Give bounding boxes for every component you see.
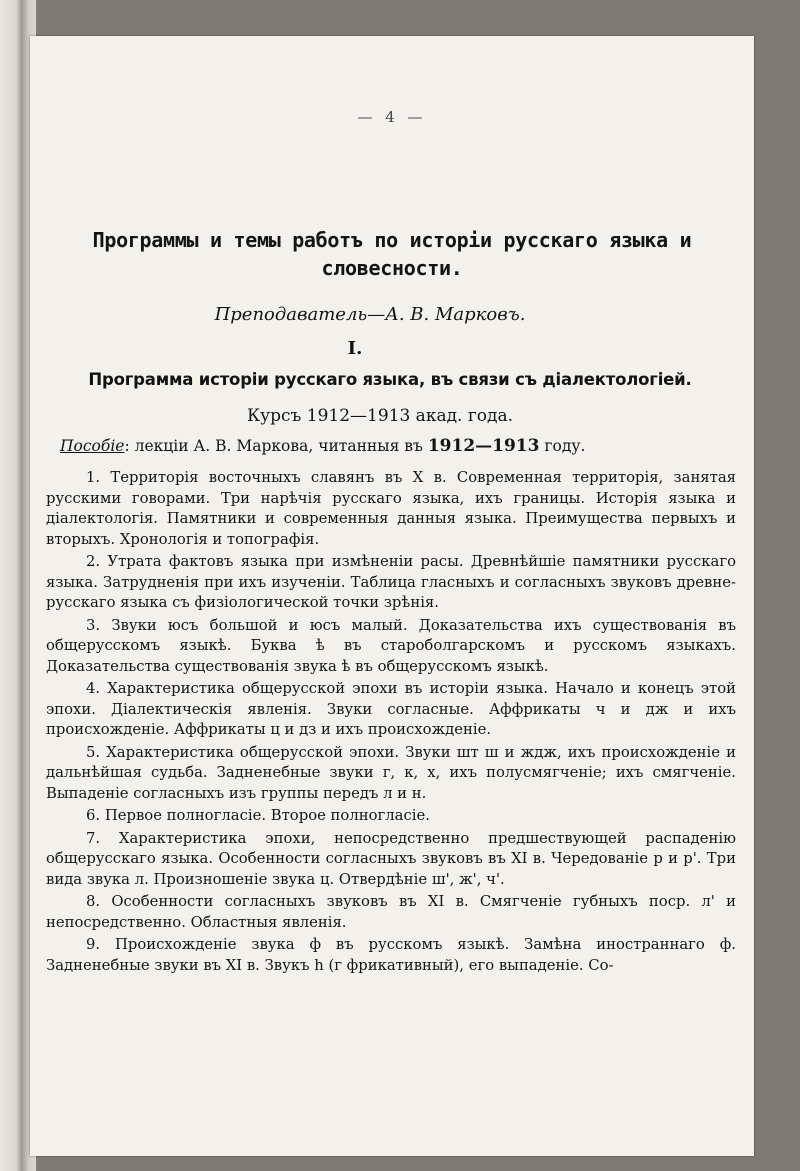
program-item: 2. Утрата фактовъ языка при измѣненіи расы. Древнѣйшіе памятники русскаго языка. Затрудненія при ихъ изученіи. Таблица гласныхъ и согласныхъ звуковъ древне-русскаго языка съ физіологической точки зрѣнія. bbox=[46, 553, 736, 611]
textbook-line bbox=[60, 436, 740, 456]
section-numeral: I. bbox=[347, 338, 363, 359]
program-item: 6. Первое полногласіе. Второе полногласіе. bbox=[86, 807, 430, 824]
textbook-years: 1912—1913 bbox=[427, 436, 540, 456]
program-item: 9. Происхожденіе звука ф въ русскомъ языкѣ. Замѣна иностраннаго ф. Задненебные звуки въ XI в. Звукъ h (г фрикативный), его выпаденіе. Со- bbox=[46, 936, 736, 974]
program-item: 4. Характеристика общерусской эпохи въ исторіи языка. Начало и конецъ этой эпохи. Діалектическія явленія. Звуки согласные. Аффрикаты ч и дж и ихъ происхожденіе. Аффрикаты ц и дз и ихъ происхожденіе. bbox=[46, 680, 736, 738]
document-page bbox=[30, 36, 754, 1156]
program-items bbox=[46, 468, 736, 978]
course-line: Курсъ 1912—1913 акад. года. bbox=[246, 406, 514, 426]
teacher-line: Преподаватель—А. В. Марковъ. bbox=[214, 304, 526, 325]
program-item: 7. Характеристика эпохи, непосредственно предшествующей распаденію общерусскаго языка. Особенности согласныхъ звуковъ въ XI в. Чередованіе р и р'. Три вида звука л. Произношеніе звука ц. Отвердѣніе ш', ж', ч'. bbox=[46, 829, 736, 888]
textbook-text: : лекціи А. В. Маркова, читанныя въ bbox=[124, 437, 423, 455]
program-item: 1. Территорія восточныхъ славянъ въ X в. Современная территорія, занятая русскими говорами. Три нарѣчія русскаго языка, ихъ границы. Исторія языка и діалектологія. Памятники и современныя данныя языка. Преимущества первыхъ и вторыхъ. Хронологія и топографія. bbox=[46, 469, 736, 548]
program-item: 3. Звуки юсъ большой и юсъ малый. Доказательства ихъ существованія въ общерусскомъ языкѣ. Буква ѣ въ староболгарскомъ и русскомъ языкахъ. Доказательства существованія звука ѣ въ общерусскомъ языкѣ. bbox=[46, 616, 736, 675]
program-item: 5. Характеристика общерусской эпохи. Звуки шт ш и ждж, ихъ происхожденіе и дальнѣйшая судьба. Задненебные звуки г, к, х, ихъ полусмягченіе; ихъ смягченіе. Выпаденіе согласныхъ изъ группы передъ л и н. bbox=[46, 743, 736, 802]
program-item: 8. Особенности согласныхъ звуковъ въ XI в. Смягченіе губныхъ поср. л' и непосредственно. Областныя явленія. bbox=[46, 893, 736, 931]
textbook-label: Пособіе bbox=[60, 437, 125, 455]
page-number: — 4 — bbox=[357, 108, 427, 126]
textbook-tail: году. bbox=[544, 437, 586, 455]
page-heading: Программы и темы работъ по исторіи русскаго языка и словесности. bbox=[92, 228, 692, 280]
program-subtitle: Программа исторіи русскаго языка, въ связи съ діалектологіей. bbox=[88, 370, 692, 389]
